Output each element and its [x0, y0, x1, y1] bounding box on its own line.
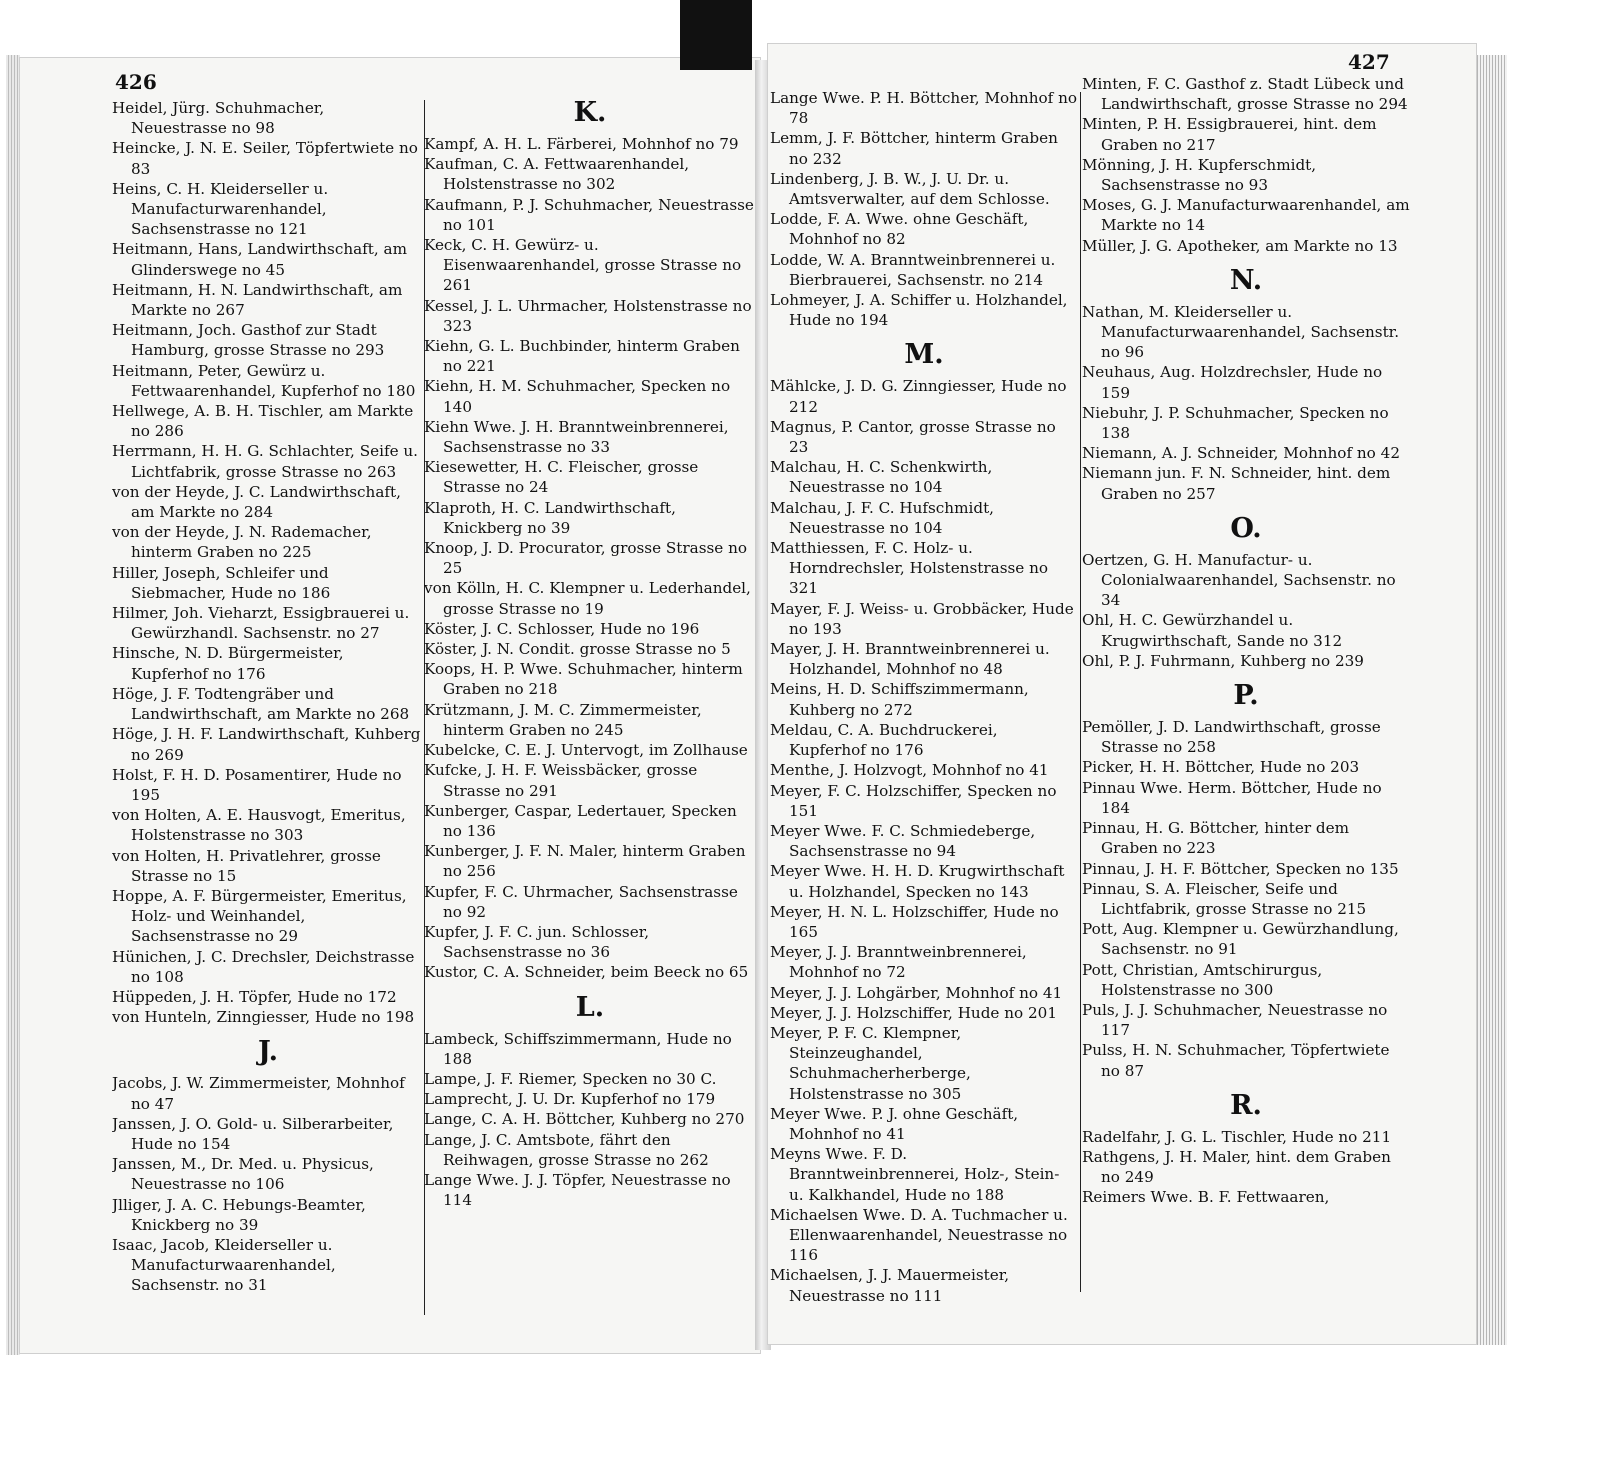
directory-entry: Pinnau, S. A. Fleischer, Seife und Lichtfabrik, grosse Strasse no 215 — [1082, 879, 1367, 918]
directory-entry: von der Heyde, J. C. Landwirthschaft, am Markte no 284 — [112, 482, 401, 522]
directory-entry: Hinsche, N. D. Bürgermeister, Kupferhof no 176 — [112, 644, 344, 683]
directory-entry: Janssen, M., Dr. Med. u. Physicus, Neuestrasse no 106 — [112, 1155, 374, 1194]
section-letter-heading: N. — [1229, 264, 1263, 296]
directory-entry: Pinnau, J. H. F. Böttcher, Specken no 135 — [1082, 859, 1399, 878]
directory-entry: Heitmann, Hans, Landwirthschaft, am Glinderswege no 45 — [112, 240, 408, 279]
directory-entry: Müller, J. G. Apotheker, am Markte no 13 — [1082, 236, 1398, 255]
directory-entry: Lange, J. C. Amtsbote, fährt den Reihwagen, grosse Strasse no 262 — [424, 1130, 709, 1169]
book-edge-left — [6, 55, 20, 1355]
directory-entry: Knoop, J. D. Procurator, grosse Strasse no 25 — [424, 539, 748, 578]
directory-entry: Kessel, J. L. Uhrmacher, Holstenstrasse no 323 — [424, 296, 752, 335]
directory-entry: Kampf, A. H. L. Färberei, Mohnhof no 79 — [424, 135, 739, 153]
directory-entry: Janssen, J. O. Gold- u. Silberarbeiter, Hude no 154 — [112, 1114, 394, 1153]
directory-entry: Kustor, C. A. Schneider, beim Beeck no 65 — [424, 963, 749, 982]
directory-entry: Niemann jun. F. N. Schneider, hint. dem Graben no 257 — [1082, 464, 1391, 503]
section-letter-heading: R. — [1230, 1089, 1262, 1121]
directory-entry: Mayer, F. J. Weiss- u. Grobbäcker, Hude no 193 — [770, 599, 1074, 638]
directory-entry: Kupfer, J. F. C. jun. Schlosser, Sachsenstrasse no 36 — [424, 922, 650, 962]
directory-entry: Michaelsen, J. J. Mauermeister, Neuestrasse no 111 — [770, 1266, 1010, 1305]
directory-entry: Pinnau Wwe. Herm. Böttcher, Hude no 184 — [1082, 778, 1382, 817]
directory-entry: Mählcke, J. D. G. Zinngiesser, Hude no 212 — [770, 377, 1067, 416]
section-letter-heading: J. — [257, 1036, 279, 1068]
directory-section — [424, 98, 756, 983]
directory-entry: Jlliger, J. A. C. Hebungs-Beamter, Knickberg no 39 — [112, 1195, 366, 1234]
directory-entry: von Holten, A. E. Hausvogt, Emeritus, Holstenstrasse no 303 — [112, 806, 406, 845]
directory-section — [1082, 266, 1410, 504]
directory-entry: Herrmann, H. H. G. Schlachter, Seife u. Lichtfabrik, grosse Strasse no 263 — [112, 442, 418, 481]
section-letter-heading: P. — [1233, 680, 1259, 712]
directory-entry: Niemann, A. J. Schneider, Mohnhof no 42 — [1082, 444, 1400, 463]
directory-entry: Magnus, P. Cantor, grosse Strasse no 23 — [770, 417, 1056, 457]
directory-entry: Heins, C. H. Kleiderseller u. Manufacturwarenhandel, Sachsenstrasse no 121 — [112, 179, 329, 239]
page-left — [20, 58, 760, 1353]
directory-entry: Lohmeyer, J. A. Schiffer u. Holzhandel, Hude no 194 — [770, 291, 1068, 330]
page-number-left: 426 — [115, 70, 157, 94]
directory-entry: Meins, H. D. Schiffszimmermann, Kuhberg no 272 — [770, 680, 1029, 719]
directory-entry: Hoppe, A. F. Bürgermeister, Emeritus, Holz- und Weinhandel, Sachsenstrasse no 29 — [112, 886, 407, 946]
directory-entry: Hünichen, J. C. Drechsler, Deichstrasse no 108 — [112, 947, 415, 986]
directory-entry: Niebuhr, J. P. Schuhmacher, Specken no 138 — [1082, 403, 1389, 443]
directory-entry: Mönning, J. H. Kupferschmidt, Sachsenstrasse no 93 — [1082, 155, 1317, 195]
directory-entry: Kunberger, J. F. N. Maler, hinterm Graben no 256 — [424, 842, 746, 881]
directory-entry: Hüppeden, J. H. Töpfer, Hude no 172 — [112, 987, 397, 1006]
directory-entry: Kiehn Wwe. J. H. Branntweinbrennerei, Sachsenstrasse no 33 — [424, 417, 729, 457]
directory-entry: Heitmann, H. N. Landwirthschaft, am Markte no 267 — [112, 280, 403, 320]
directory-entry: Meyer, F. C. Holzschiffer, Specken no 151 — [770, 781, 1057, 820]
directory-section — [112, 98, 424, 1027]
directory-entry: Radelfahr, J. G. L. Tischler, Hude no 211 — [1082, 1127, 1392, 1146]
section-letter-heading: O. — [1230, 512, 1262, 544]
section-letter-heading: M. — [904, 339, 944, 371]
directory-entry: Malchau, H. C. Schenkwirth, Neuestrasse no 104 — [770, 458, 993, 497]
directory-entry: Heitmann, Joch. Gasthof zur Stadt Hamburg, grosse Strasse no 293 — [112, 321, 385, 360]
directory-entry: Pulss, H. N. Schuhmacher, Töpfertwiete no 87 — [1082, 1041, 1390, 1080]
directory-section — [1082, 681, 1410, 1081]
directory-entry: Heincke, J. N. E. Seiler, Töpfertwiete no 83 — [112, 139, 418, 178]
directory-entry: Matthiessen, F. C. Holz- u. Horndrechsler, Holstenstrasse no 321 — [770, 539, 1049, 598]
page-number-right: 427 — [1348, 50, 1390, 74]
directory-entry: Hilmer, Joh. Vieharzt, Essigbrauerei u. Gewürzhandl. Sachsenstr. no 27 — [112, 604, 410, 643]
directory-entry: Lange Wwe. J. J. Töpfer, Neuestrasse no 114 — [424, 1170, 731, 1210]
directory-entry: Heidel, Jürg. Schuhmacher, Neuestrasse no 98 — [112, 99, 325, 138]
directory-entry: Ohl, P. J. Fuhrmann, Kuhberg no 239 — [1082, 651, 1364, 670]
directory-entry: Keck, C. H. Gewürz- u. Eisenwaarenhandel, grosse Strasse no 261 — [424, 236, 742, 295]
directory-entry: Köster, J. C. Schlosser, Hude no 196 — [424, 619, 700, 638]
column-right-1 — [770, 88, 1078, 1338]
directory-entry: Kiesewetter, H. C. Fleischer, grosse Strasse no 24 — [424, 458, 699, 497]
directory-entry: Meyer, P. F. C. Klempner, Steinzeughandel, Schuhmacherherberge, Holstenstrasse no 305 — [770, 1023, 971, 1103]
directory-entry: Moses, G. J. Manufacturwaarenhandel, am Markte no 14 — [1082, 196, 1410, 235]
section-letter-heading: K. — [573, 98, 607, 128]
directory-entry: Meyer Wwe. F. C. Schmiedeberge, Sachsenstrasse no 94 — [770, 821, 1036, 861]
directory-entry: Minten, P. H. Essigbrauerei, hint. dem Graben no 217 — [1082, 115, 1377, 154]
column-left-1 — [112, 98, 424, 1348]
directory-section — [1082, 74, 1410, 256]
column-rule — [1080, 92, 1081, 1292]
directory-entry: Kupfer, F. C. Uhrmacher, Sachsenstrasse no 92 — [424, 882, 738, 921]
directory-entry: Kunberger, Caspar, Ledertauer, Specken no 136 — [424, 801, 737, 840]
directory-entry: Meyer, J. J. Holzschiffer, Hude no 201 — [770, 1003, 1057, 1022]
directory-section — [424, 993, 756, 1211]
directory-entry: Kiehn, G. L. Buchbinder, hinterm Graben no 221 — [424, 337, 740, 376]
directory-entry: Lodde, W. A. Branntweinbrennerei u. Bierbrauerei, Sachsenstr. no 214 — [770, 250, 1056, 289]
directory-entry: Michaelsen Wwe. D. A. Tuchmacher u. Ellenwaarenhandel, Neuestrasse no 116 — [770, 1205, 1068, 1265]
directory-entry: Höge, J. F. Todtengräber und Landwirthschaft, am Markte no 268 — [112, 684, 410, 724]
directory-entry: Kubelcke, C. E. J. Untervogt, im Zollhause — [424, 741, 748, 760]
directory-entry: Lange, C. A. H. Böttcher, Kuhberg no 270 — [424, 1110, 745, 1129]
directory-entry: Koops, H. P. Wwe. Schuhmacher, hinterm Graben no 218 — [424, 660, 743, 699]
directory-entry: Rathgens, J. H. Maler, hint. dem Graben no 249 — [1082, 1147, 1391, 1187]
directory-entry: von der Heyde, J. N. Rademacher, hinterm Graben no 225 — [112, 523, 372, 562]
directory-entry: Kaufman, C. A. Fettwaarenhandel, Holstenstrasse no 302 — [424, 155, 690, 194]
directory-entry: von Hunteln, Zinngiesser, Hude no 198 — [112, 1008, 415, 1027]
directory-entry: Lemm, J. F. Böttcher, hinterm Graben no 232 — [770, 129, 1058, 168]
column-left-2 — [424, 98, 756, 1348]
directory-entry: von Kölln, H. C. Klempner u. Lederhandel, grosse Strasse no 19 — [424, 579, 751, 618]
book-edge-right — [1475, 55, 1507, 1345]
directory-entry: Holst, F. H. D. Posamentirer, Hude no 195 — [112, 765, 402, 804]
directory-entry: Isaac, Jacob, Kleiderseller u. Manufacturwaarenhandel, Sachsenstr. no 31 — [112, 1235, 336, 1295]
directory-entry: Krützmann, J. M. C. Zimmermeister, hinterm Graben no 245 — [424, 700, 702, 739]
column-right-2 — [1082, 74, 1410, 1334]
directory-entry: Heitmann, Peter, Gewürz u. Fettwaarenhandel, Kupferhof no 180 — [112, 361, 416, 400]
directory-entry: Lambeck, Schiffszimmermann, Hude no 188 — [424, 1029, 732, 1068]
directory-entry: Malchau, J. F. C. Hufschmidt, Neuestrasse no 104 — [770, 498, 995, 537]
directory-section — [1082, 1091, 1410, 1208]
directory-entry: Meldau, C. A. Buchdruckerei, Kupferhof no 176 — [770, 720, 998, 760]
directory-entry: Reimers Wwe. B. F. Fettwaaren, — [1082, 1188, 1330, 1207]
directory-entry: Kufcke, J. H. F. Weissbäcker, grosse Strasse no 291 — [424, 761, 698, 800]
page-right — [768, 44, 1476, 1344]
directory-entry: Meyer, H. N. L. Holzschiffer, Hude no 165 — [770, 902, 1059, 941]
directory-entry: Pott, Christian, Amtschirurgus, Holstenstrasse no 300 — [1082, 960, 1323, 999]
directory-entry: Neuhaus, Aug. Holzdrechsler, Hude no 159 — [1082, 363, 1383, 402]
directory-entry: von Holten, H. Privatlehrer, grosse Strasse no 15 — [112, 846, 381, 885]
directory-entry: Meyer, J. J. Branntweinbrennerei, Mohnhof no 72 — [770, 943, 1027, 982]
section-letter-heading: L. — [575, 991, 605, 1023]
directory-entry: Mayer, J. H. Branntweinbrennerei u. Holzhandel, Mohnhof no 48 — [770, 640, 1050, 679]
directory-entry: Puls, J. J. Schuhmacher, Neuestrasse no 117 — [1082, 1000, 1388, 1040]
directory-section — [112, 1037, 424, 1295]
directory-entry: Lamprecht, J. U. Dr. Kupferhof no 179 — [424, 1090, 716, 1109]
directory-entry: Pinnau, H. G. Böttcher, hinter dem Graben no 223 — [1082, 819, 1350, 858]
directory-entry: Oertzen, G. H. Manufactur- u. Colonialwaarenhandel, Sachsenstr. no 34 — [1082, 550, 1396, 610]
directory-entry: Menthe, J. Holzvogt, Mohnhof no 41 — [770, 761, 1049, 780]
book-spine-strap — [680, 0, 752, 70]
directory-entry: Lange Wwe. P. H. Böttcher, Mohnhof no 78 — [770, 89, 1077, 128]
directory-entry: Picker, H. H. Böttcher, Hude no 203 — [1082, 758, 1360, 777]
directory-entry: Klaproth, H. C. Landwirthschaft, Knickberg no 39 — [424, 498, 676, 537]
directory-entry: Meyns Wwe. F. D. Branntweinbrennerei, Holz-, Stein- u. Kalkhandel, Hude no 188 — [770, 1145, 1060, 1204]
directory-entry: Hiller, Joseph, Schleifer und Siebmacher, Hude no 186 — [112, 563, 331, 602]
directory-entry: Pemöller, J. D. Landwirthschaft, grosse Strasse no 258 — [1082, 718, 1381, 757]
directory-section — [1082, 514, 1410, 671]
directory-entry: Köster, J. N. Condit. grosse Strasse no 5 — [424, 640, 731, 659]
directory-entry: Kiehn, H. M. Schuhmacher, Specken no 140 — [424, 377, 731, 416]
directory-entry: Meyer, J. J. Lohgärber, Mohnhof no 41 — [770, 983, 1063, 1002]
directory-entry: Lampe, J. F. Riemer, Specken no 30 C. — [424, 1069, 717, 1088]
directory-entry: Meyer Wwe. P. J. ohne Geschäft, Mohnhof no 41 — [770, 1104, 1019, 1143]
directory-entry: Höge, J. H. F. Landwirthschaft, Kuhberg no 269 — [112, 725, 421, 764]
directory-entry: Meyer Wwe. H. H. D. Krugwirthschaft u. Holzhandel, Specken no 143 — [770, 862, 1065, 901]
directory-entry: Lindenberg, J. B. W., J. U. Dr. u. Amtsverwalter, auf dem Schlosse. — [770, 169, 1050, 209]
directory-entry: Kaufmann, P. J. Schuhmacher, Neuestrasse no 101 — [424, 195, 754, 234]
directory-entry: Hellwege, A. B. H. Tischler, am Markte no 286 — [112, 402, 414, 441]
directory-section — [770, 88, 1078, 330]
directory-entry: Minten, F. C. Gasthof z. Stadt Lübeck und Landwirthschaft, grosse Strasse no 294 — [1082, 75, 1408, 114]
directory-entry: Ohl, H. C. Gewürzhandel u. Krugwirthschaft, Sande no 312 — [1082, 611, 1343, 650]
directory-entry: Nathan, M. Kleiderseller u. Manufacturwaarenhandel, Sachsenstr. no 96 — [1082, 302, 1400, 362]
directory-entry: Pott, Aug. Klempner u. Gewürzhandlung, Sachsenstr. no 91 — [1082, 920, 1399, 959]
directory-entry: Lodde, F. A. Wwe. ohne Geschäft, Mohnhof no 82 — [770, 210, 1029, 249]
directory-entry: Jacobs, J. W. Zimmermeister, Mohnhof no 47 — [112, 1074, 405, 1113]
directory-section — [770, 340, 1078, 1305]
